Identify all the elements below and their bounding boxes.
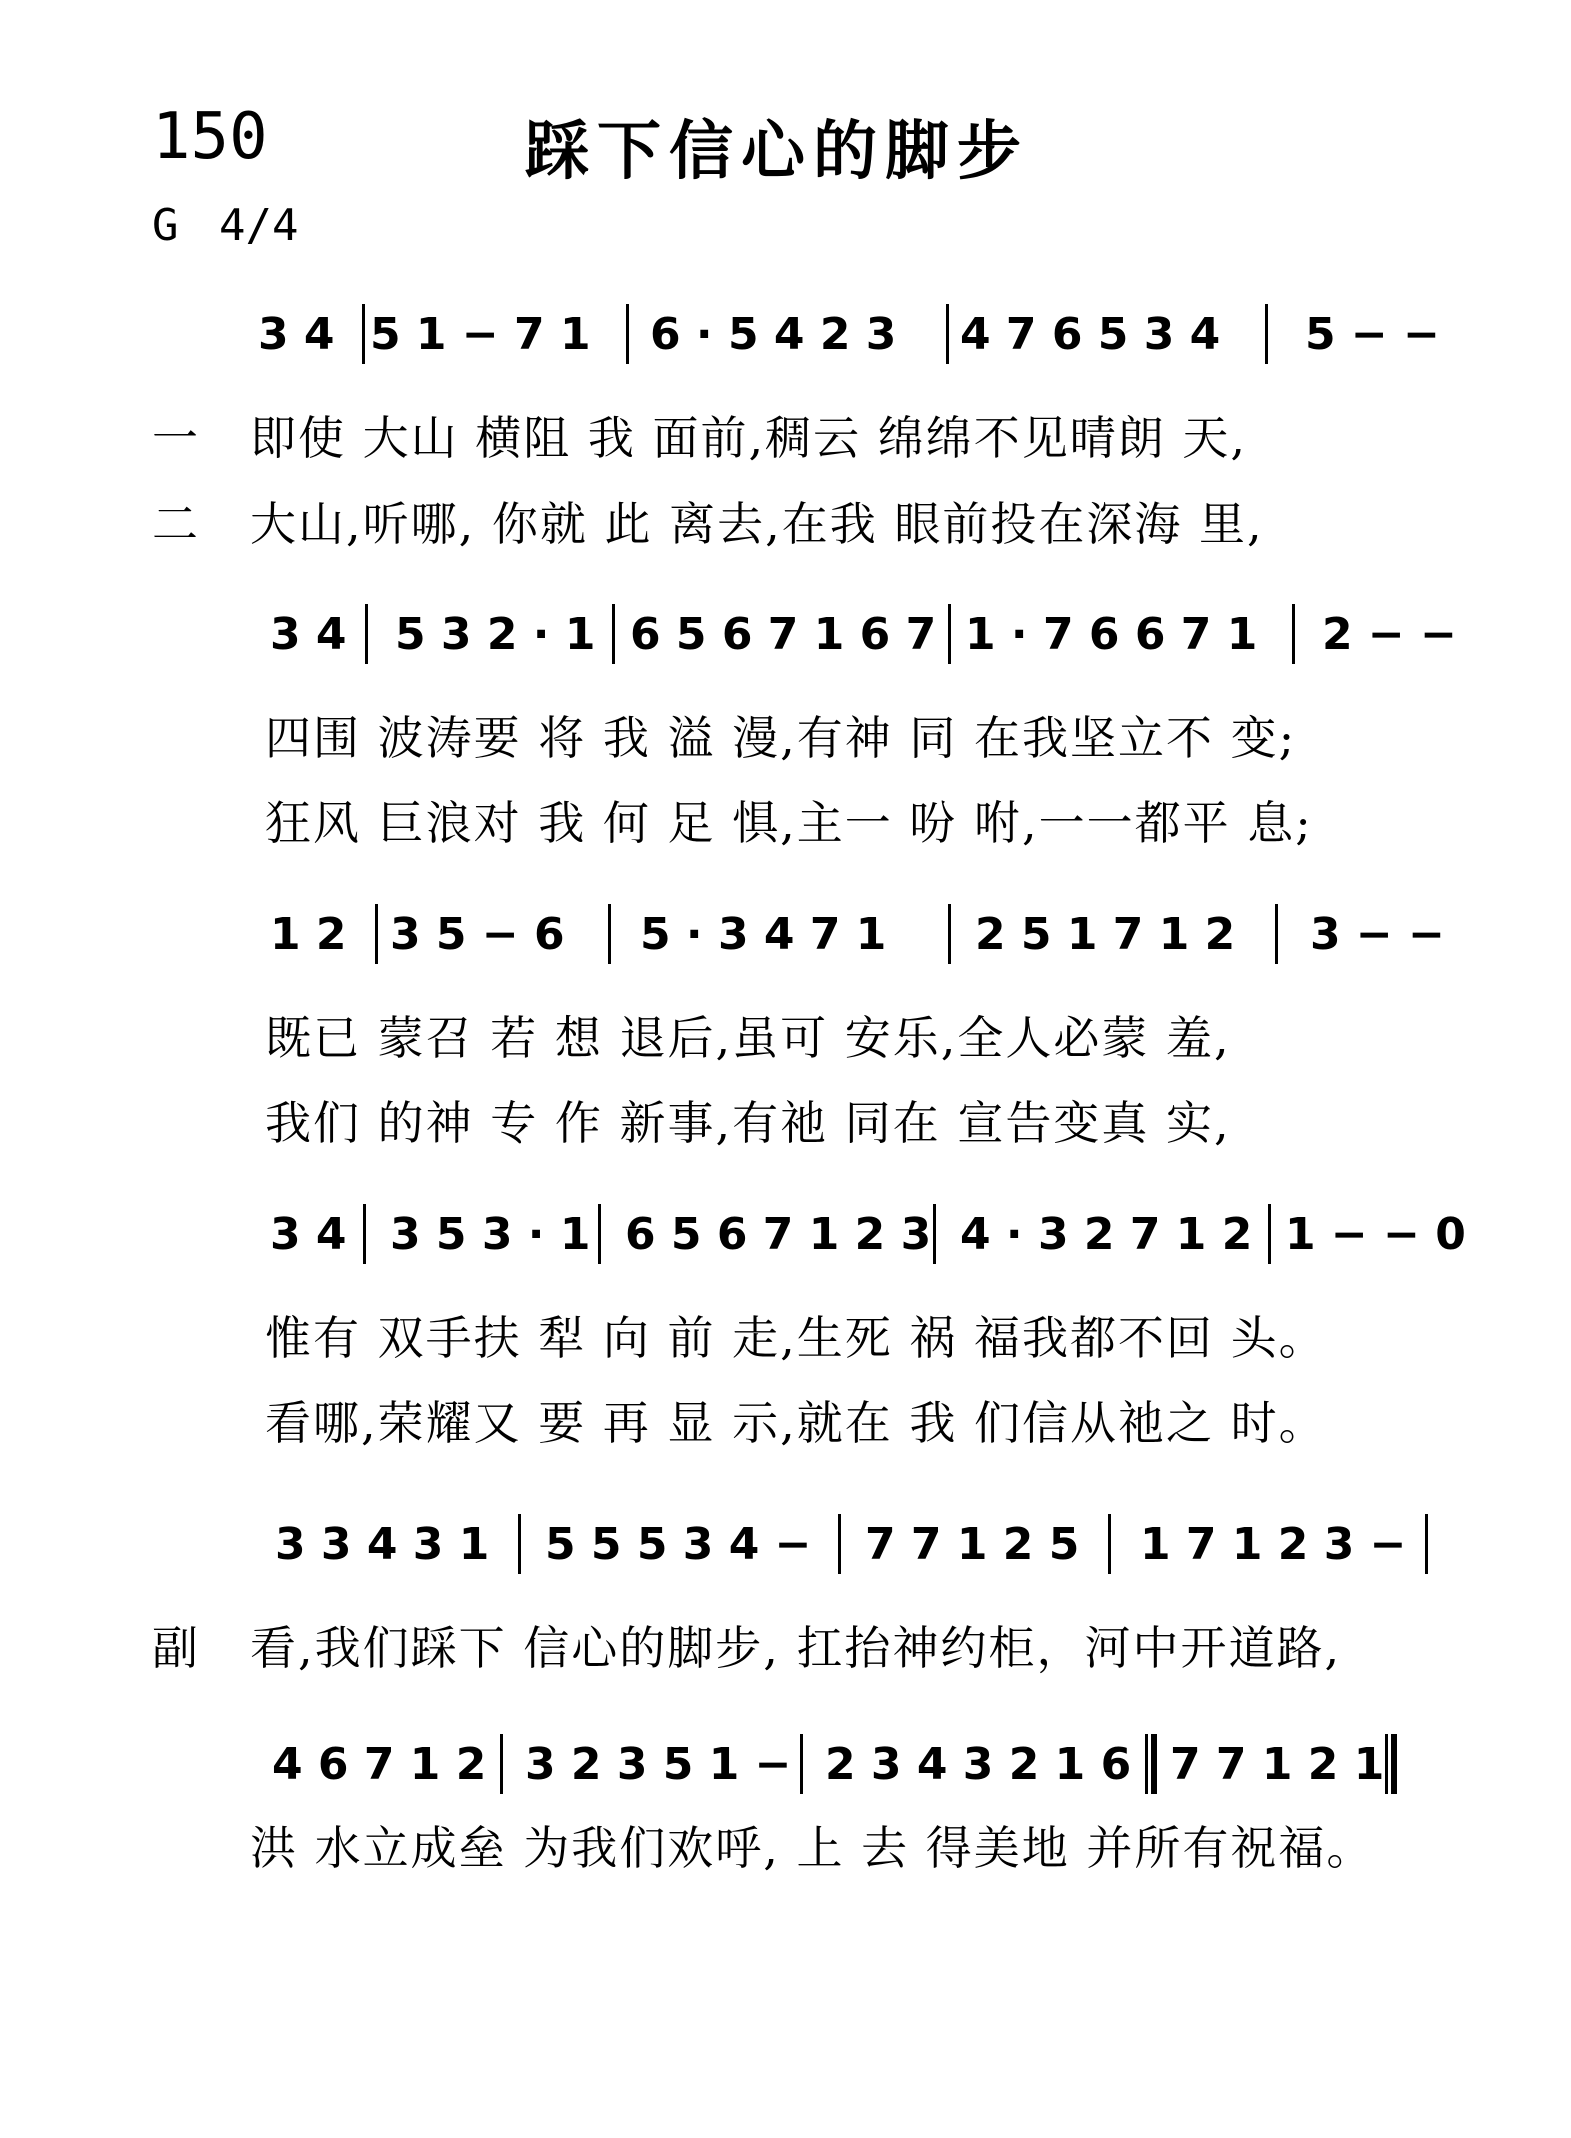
barline xyxy=(518,1514,521,1574)
verse-label: 副 xyxy=(152,1621,198,1675)
barline xyxy=(1108,1514,1111,1574)
final-barline xyxy=(1145,1734,1157,1794)
note-group: 3 − − xyxy=(1310,909,1445,960)
barline xyxy=(612,604,615,664)
lyric-line: 看,我们踩下 信心的脚步, 扛抬神约柜，河中开道路, xyxy=(250,1621,1342,1675)
lyric-line: 洪 水立成垒 为我们欢呼, 上 去 得美地 并所有祝福。 xyxy=(250,1821,1375,1875)
barline xyxy=(608,904,611,964)
notation-row xyxy=(0,1520,1571,1580)
verse-label: 一 xyxy=(152,411,198,465)
note-group: 1 · 7 6 6 7 1 xyxy=(965,609,1258,660)
lyric-line: 狂风 巨浪对 我 何 足 惧,主一 吩 咐,一一都平 息; xyxy=(265,796,1313,850)
note-group: 2 5 1 7 1 2 xyxy=(975,909,1236,960)
barline xyxy=(500,1734,503,1794)
notation-row xyxy=(0,310,1571,370)
barline xyxy=(1425,1514,1428,1574)
note-group: 2 3 4 3 2 1 6 xyxy=(825,1739,1132,1790)
lyric-line: 我们 的神 专 作 新事,有祂 同在 宣告变真 实, xyxy=(265,1096,1231,1150)
barline xyxy=(365,604,368,664)
note-group: 1 − − 0 xyxy=(1285,1209,1466,1260)
note-group: 6 5 6 7 1 6 7 xyxy=(630,609,937,660)
note-group: 1 2 xyxy=(270,909,347,960)
barline xyxy=(948,604,951,664)
note-group: 2 − − xyxy=(1322,609,1457,660)
note-group: 4 7 6 5 3 4 xyxy=(960,309,1221,360)
verse-label: 二 xyxy=(152,497,198,551)
lyric-line: 大山,听哪, 你就 此 离去,在我 眼前投在深海 里, xyxy=(250,497,1264,551)
notation-row xyxy=(0,1210,1571,1270)
note-group: 5 3 2 · 1 xyxy=(395,609,596,660)
note-group: 5 5 5 3 4 − xyxy=(545,1519,812,1570)
note-group: 3 5 3 · 1 xyxy=(390,1209,591,1260)
barline xyxy=(800,1734,803,1794)
barline xyxy=(946,304,949,364)
note-group: 3 4 xyxy=(270,609,347,660)
barline xyxy=(598,1204,601,1264)
hymn-title: 踩下信心的脚步 xyxy=(525,114,1029,189)
note-group: 5 · 3 4 7 1 xyxy=(640,909,887,960)
final-barline xyxy=(1385,1734,1397,1794)
note-group: 1 7 1 2 3 − xyxy=(1140,1519,1407,1570)
lyric-line: 既已 蒙召 若 想 退后,虽可 安乐,全人必蒙 羞, xyxy=(265,1011,1231,1065)
lyric-line: 即使 大山 横阻 我 面前,稠云 绵绵不见晴朗 天, xyxy=(250,411,1247,465)
barline xyxy=(838,1514,841,1574)
note-group: 7 7 1 2 1 xyxy=(1170,1739,1385,1790)
hymn-number: 150 xyxy=(152,100,268,174)
note-group: 4 6 7 1 2 xyxy=(272,1739,487,1790)
barline xyxy=(375,904,378,964)
barline xyxy=(933,1204,936,1264)
note-group: 3 4 xyxy=(258,309,335,360)
barline xyxy=(362,304,365,364)
barline xyxy=(1265,304,1268,364)
note-group: 5 1 − 7 1 xyxy=(370,309,591,360)
notation-row xyxy=(0,910,1571,970)
barline xyxy=(626,304,629,364)
lyric-line: 惟有 双手扶 犁 向 前 走,生死 祸 福我都不回 头。 xyxy=(265,1311,1327,1365)
note-group: 5 − − xyxy=(1305,309,1440,360)
lyric-line: 看哪,荣耀又 要 再 显 示,就在 我 们信从祂之 时。 xyxy=(265,1396,1327,1450)
note-group: 4 · 3 2 7 1 2 xyxy=(960,1209,1253,1260)
barline xyxy=(1292,604,1295,664)
note-group: 3 2 3 5 1 − xyxy=(525,1739,792,1790)
note-group: 3 4 xyxy=(270,1209,347,1260)
barline xyxy=(1275,904,1278,964)
note-group: 6 · 5 4 2 3 xyxy=(650,309,897,360)
barline xyxy=(363,1204,366,1264)
notation-row xyxy=(0,1740,1571,1800)
note-group: 6 5 6 7 1 2 3 xyxy=(625,1209,932,1260)
lyric-line: 四围 波涛要 将 我 溢 漫,有神 同 在我坚立不 变; xyxy=(265,711,1297,765)
note-group: 3 5 − 6 xyxy=(390,909,565,960)
notation-row xyxy=(0,610,1571,670)
note-group: 3 3 4 3 1 xyxy=(275,1519,490,1570)
barline xyxy=(1268,1204,1271,1264)
barline xyxy=(948,904,951,964)
note-group: 7 7 1 2 5 xyxy=(865,1519,1080,1570)
key-time-signature: G 4/4 xyxy=(152,200,299,251)
